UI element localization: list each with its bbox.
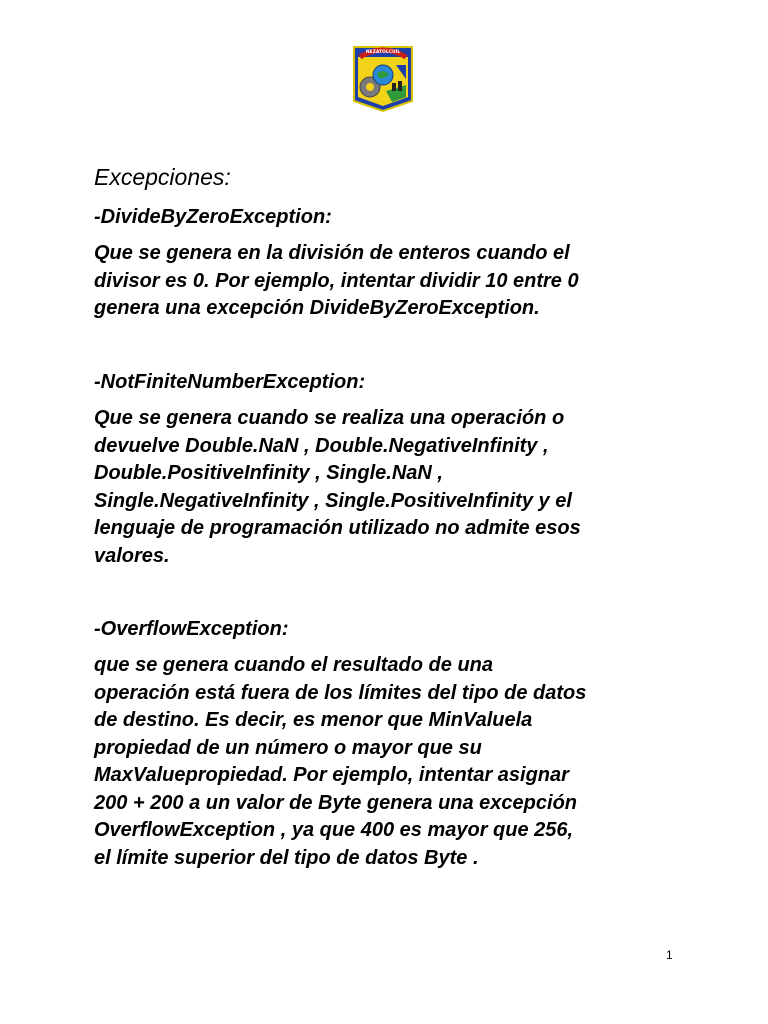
paragraph-line: Que se genera cuando se realiza una operación o	[94, 407, 565, 429]
paragraph-line: operación está fuera de los límites del tipo de datos	[94, 681, 587, 704]
section-paragraph	[94, 405, 684, 570]
paragraph-line: Double.PositiveInfinity , Single.NaN ,	[94, 462, 443, 484]
paragraph-line: que se genera cuando el resultado de una	[94, 654, 493, 676]
paragraph-line: devuelve Double.NaN , Double.NegativeInfinity ,	[94, 434, 549, 457]
paragraph-line: MaxValuepropiedad. Por ejemplo, intentar asignar	[94, 764, 569, 786]
section-heading: -DivideByZeroException:	[94, 206, 332, 228]
paragraph-line: el límite superior del tipo de datos Byte .	[94, 846, 479, 869]
section-heading: -NotFiniteNumberException:	[94, 371, 366, 393]
section-paragraph	[94, 652, 684, 872]
university-crest-logo-icon	[352, 43, 414, 113]
paragraph-line: valores.	[94, 544, 170, 567]
page-number: 1	[666, 948, 673, 962]
section-paragraph	[94, 240, 684, 323]
svg-text:NEZATOLCUIL: NEZATOLCUIL	[365, 50, 401, 55]
paragraph-line: divisor es 0. Por ejemplo, intentar dividir 10 entre 0	[94, 269, 579, 292]
paragraph-line: 200 + 200 a un valor de Byte genera una excepción	[94, 791, 577, 814]
paragraph-line: Single.NegativeInfinity , Single.PositiveInfinity y el	[94, 489, 572, 512]
paragraph-line: de destino. Es decir, es menor que MinValuela	[94, 709, 533, 731]
paragraph-line: OverflowException , ya que 400 es mayor que 256,	[94, 819, 574, 841]
paragraph-line: lenguaje de programación utilizado no admite esos	[94, 517, 581, 539]
document-title: Excepciones:	[94, 164, 231, 190]
paragraph-line: genera una excepción DivideByZeroException.	[94, 297, 540, 319]
paragraph-line: propiedad de un número o mayor que su	[94, 736, 482, 759]
paragraph-line: Que se genera en la división de enteros cuando el	[94, 242, 570, 264]
section-heading: -OverflowException:	[94, 618, 289, 640]
